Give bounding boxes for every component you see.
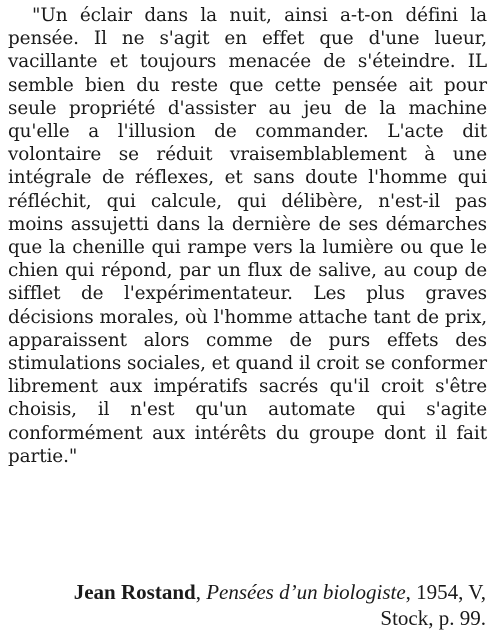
citation-author: Jean Rostand: [73, 580, 196, 604]
citation-work-title: Pensées d’un biologiste: [206, 580, 406, 604]
quote-paragraph: "Un éclair dans la nuit, ainsi a-t-on défini la pensée. Il ne s'agit en effet que d'une lueur, vacillante et toujours menacée de s'éteindre. IL semble bien du reste que cette pensée ait pour seule propriété d'assister au jeu de la machine qu'elle a l'illusion de commander. L'acte dit volontaire se réduit vraisemblablement à une intégrale de réflexes, et sans doute l'homme qui réfléchit, qui calcule, qui délibère, n'est-il pas moins assujetti dans la dernière de ses démarches que la chenille qui rampe vers la lumière ou que le chien qui répond, par un flux de salive, au coup de sifflet de l'expérimentateur. Les plus graves décisions morales, où l'homme attache tant de prix, apparaissent alors comme de purs effets des stimulations sociales, et quand il croit se conformer librement aux impératifs sacrés qu'il croit s'être choisis, il n'est qu'un automate qui s'agite conformément aux intérêts du groupe dont il fait partie.": [8, 5, 487, 467]
citation-separator: ,: [195, 580, 207, 604]
citation-details: , 1954, V, Stock, p. 99.: [380, 580, 486, 630]
citation: [16, 579, 486, 631]
